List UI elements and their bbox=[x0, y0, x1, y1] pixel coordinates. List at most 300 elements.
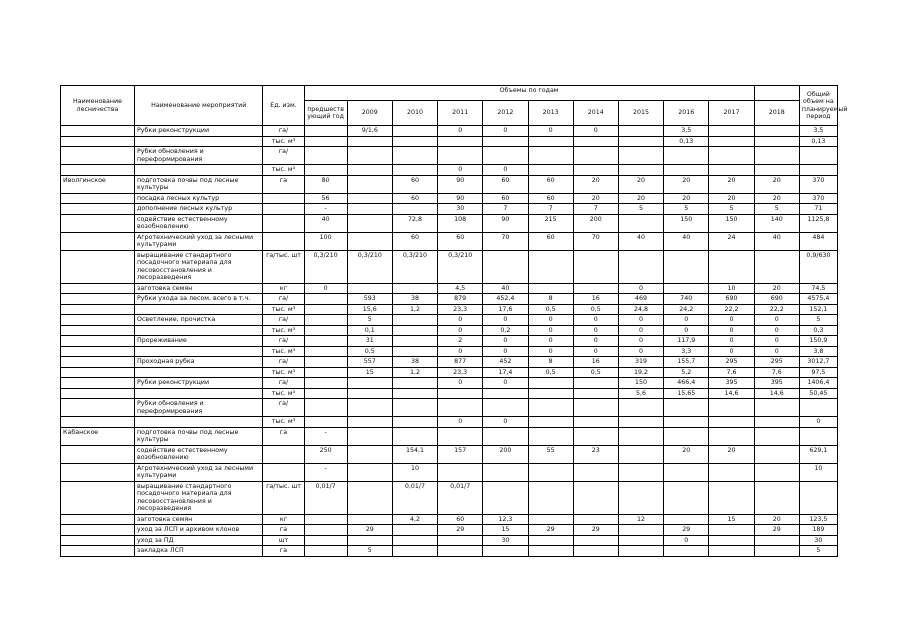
forestry-cell bbox=[61, 378, 135, 389]
value-cell: 70 bbox=[483, 232, 528, 250]
value-cell: 0 bbox=[483, 126, 528, 137]
unit-cell bbox=[263, 193, 304, 204]
value-cell: - bbox=[304, 463, 347, 481]
value-cell bbox=[754, 417, 799, 428]
value-cell bbox=[304, 388, 347, 399]
value-cell: 0,13 bbox=[664, 136, 709, 147]
value-cell bbox=[754, 445, 799, 463]
value-cell bbox=[709, 147, 754, 165]
table-body bbox=[61, 126, 838, 557]
forestry-cell bbox=[61, 294, 135, 305]
value-cell bbox=[754, 165, 799, 176]
activity-cell: Осветление, прочистка bbox=[134, 315, 262, 326]
total-cell: 370 bbox=[799, 175, 837, 193]
value-cell: 150 bbox=[618, 378, 663, 389]
value-cell: 0 bbox=[618, 283, 663, 294]
value-cell: 60 bbox=[392, 232, 437, 250]
value-cell bbox=[392, 427, 437, 445]
value-cell: 877 bbox=[438, 357, 483, 368]
value-cell bbox=[392, 417, 437, 428]
activity-cell: заготовка семян bbox=[134, 283, 262, 294]
value-cell: 29 bbox=[347, 525, 392, 536]
value-cell bbox=[528, 535, 573, 546]
total-cell: 1125,8 bbox=[799, 214, 837, 232]
activity-cell: Проходная рубка bbox=[134, 357, 262, 368]
value-cell bbox=[664, 514, 709, 525]
activity-cell bbox=[134, 388, 262, 399]
value-cell: 29 bbox=[528, 525, 573, 536]
value-cell: 2 bbox=[438, 336, 483, 347]
value-cell: 40 bbox=[754, 232, 799, 250]
value-cell bbox=[392, 336, 437, 347]
value-cell bbox=[709, 463, 754, 481]
value-cell bbox=[392, 546, 437, 557]
table-row bbox=[61, 165, 838, 176]
value-cell bbox=[754, 126, 799, 137]
value-cell: 60 bbox=[483, 175, 528, 193]
forestry-cell bbox=[61, 535, 135, 546]
value-cell: 452,4 bbox=[483, 294, 528, 305]
total-cell: 4575,4 bbox=[799, 294, 837, 305]
value-cell bbox=[664, 165, 709, 176]
table-row bbox=[61, 315, 838, 326]
header-forestry: Наименование лесничества bbox=[61, 86, 135, 126]
value-cell bbox=[347, 136, 392, 147]
value-cell: 879 bbox=[438, 294, 483, 305]
value-cell bbox=[304, 514, 347, 525]
value-cell: 0 bbox=[709, 346, 754, 357]
header-volumes-by-year: Объемы по годам bbox=[304, 86, 754, 101]
value-cell: 23,3 bbox=[438, 367, 483, 378]
activity-cell bbox=[134, 346, 262, 357]
value-cell bbox=[709, 427, 754, 445]
forestry-cell bbox=[61, 336, 135, 347]
value-cell bbox=[754, 147, 799, 165]
total-cell bbox=[799, 147, 837, 165]
value-cell: 690 bbox=[754, 294, 799, 305]
value-cell bbox=[618, 417, 663, 428]
value-cell: 24,8 bbox=[618, 304, 663, 315]
table-row bbox=[61, 204, 838, 215]
value-cell bbox=[347, 165, 392, 176]
value-cell: 90 bbox=[438, 193, 483, 204]
value-cell bbox=[304, 535, 347, 546]
value-cell bbox=[347, 214, 392, 232]
activity-cell: содействие естественному возобновлению bbox=[134, 445, 262, 463]
value-cell bbox=[618, 535, 663, 546]
value-cell: 70 bbox=[573, 232, 618, 250]
value-cell: 0 bbox=[528, 126, 573, 137]
table-row bbox=[61, 147, 838, 165]
value-cell bbox=[528, 165, 573, 176]
total-cell: 3012,7 bbox=[799, 357, 837, 368]
header-year: 2009 bbox=[347, 101, 392, 126]
value-cell: 20 bbox=[664, 193, 709, 204]
value-cell bbox=[438, 546, 483, 557]
total-cell bbox=[799, 427, 837, 445]
value-cell bbox=[528, 463, 573, 481]
value-cell: 0,3/210 bbox=[304, 250, 347, 283]
value-cell: 0 bbox=[664, 535, 709, 546]
value-cell: 14,6 bbox=[754, 388, 799, 399]
value-cell bbox=[438, 427, 483, 445]
value-cell: 0,3/210 bbox=[438, 250, 483, 283]
value-cell: 20 bbox=[573, 175, 618, 193]
value-cell bbox=[618, 165, 663, 176]
value-cell bbox=[347, 378, 392, 389]
value-cell: 29 bbox=[754, 525, 799, 536]
forestry-cell bbox=[61, 304, 135, 315]
value-cell: 0 bbox=[438, 165, 483, 176]
value-cell bbox=[304, 136, 347, 147]
header-total: Общий объем на планируемый период bbox=[799, 86, 837, 126]
activity-cell: выращивание стандартного посадочного материала для лесовосстановления и лесоразведения bbox=[134, 250, 262, 283]
value-cell bbox=[709, 399, 754, 417]
table-row bbox=[61, 357, 838, 368]
value-cell bbox=[528, 147, 573, 165]
value-cell bbox=[483, 399, 528, 417]
value-cell: 17,6 bbox=[483, 304, 528, 315]
value-cell: 20 bbox=[664, 445, 709, 463]
value-cell bbox=[483, 481, 528, 514]
table-row bbox=[61, 126, 838, 137]
value-cell: 0 bbox=[528, 336, 573, 347]
unit-cell: тыс. м³ bbox=[263, 367, 304, 378]
value-cell: 469 bbox=[618, 294, 663, 305]
value-cell bbox=[709, 535, 754, 546]
value-cell bbox=[754, 535, 799, 546]
value-cell: 0,01/7 bbox=[438, 481, 483, 514]
value-cell bbox=[573, 535, 618, 546]
value-cell bbox=[347, 283, 392, 294]
value-cell: 5 bbox=[618, 204, 663, 215]
value-cell bbox=[304, 336, 347, 347]
value-cell: 215 bbox=[528, 214, 573, 232]
table-row bbox=[61, 283, 838, 294]
value-cell: 15 bbox=[483, 525, 528, 536]
value-cell: 38 bbox=[392, 357, 437, 368]
header-year: 2017 bbox=[709, 101, 754, 126]
unit-cell: га/ bbox=[263, 126, 304, 137]
forestry-cell bbox=[61, 388, 135, 399]
unit-cell: кг bbox=[263, 514, 304, 525]
value-cell: 30 bbox=[483, 535, 528, 546]
value-cell: 295 bbox=[709, 357, 754, 368]
value-cell bbox=[754, 250, 799, 283]
value-cell: 690 bbox=[709, 294, 754, 305]
value-cell bbox=[438, 147, 483, 165]
value-cell: 395 bbox=[709, 378, 754, 389]
value-cell bbox=[664, 427, 709, 445]
total-cell: 3,5 bbox=[799, 126, 837, 137]
value-cell: 20 bbox=[709, 193, 754, 204]
activity-cell: Рубки реконструкции bbox=[134, 126, 262, 137]
value-cell bbox=[618, 525, 663, 536]
value-cell bbox=[304, 525, 347, 536]
value-cell: 5 bbox=[709, 204, 754, 215]
value-cell bbox=[438, 136, 483, 147]
total-cell: 152,1 bbox=[799, 304, 837, 315]
total-cell: 0,3 bbox=[799, 325, 837, 336]
value-cell: 0 bbox=[438, 126, 483, 137]
value-cell: 0 bbox=[573, 126, 618, 137]
unit-cell bbox=[263, 463, 304, 481]
forestry-cell bbox=[61, 193, 135, 204]
value-cell: 5 bbox=[347, 315, 392, 326]
value-cell: 7 bbox=[573, 204, 618, 215]
value-cell: 0,5 bbox=[347, 346, 392, 357]
unit-cell: га bbox=[263, 427, 304, 445]
value-cell bbox=[392, 346, 437, 357]
value-cell: 200 bbox=[483, 445, 528, 463]
value-cell: 0 bbox=[664, 315, 709, 326]
value-cell bbox=[483, 388, 528, 399]
value-cell: 150 bbox=[664, 214, 709, 232]
header-row-1 bbox=[61, 86, 838, 101]
value-cell: 150 bbox=[709, 214, 754, 232]
forestry-cell bbox=[61, 214, 135, 232]
value-cell: 3,3 bbox=[664, 346, 709, 357]
activity-cell bbox=[134, 417, 262, 428]
value-cell bbox=[392, 204, 437, 215]
value-cell bbox=[392, 399, 437, 417]
value-cell bbox=[618, 136, 663, 147]
value-cell bbox=[573, 250, 618, 283]
table-row bbox=[61, 304, 838, 315]
value-cell bbox=[664, 250, 709, 283]
value-cell: 10 bbox=[709, 283, 754, 294]
unit-cell: га bbox=[263, 175, 304, 193]
value-cell: 22,2 bbox=[754, 304, 799, 315]
total-cell: 484 bbox=[799, 232, 837, 250]
value-cell bbox=[709, 126, 754, 137]
activity-cell: заготовка семян bbox=[134, 514, 262, 525]
value-cell bbox=[438, 399, 483, 417]
value-cell bbox=[304, 325, 347, 336]
unit-cell bbox=[263, 204, 304, 215]
value-cell bbox=[347, 417, 392, 428]
value-cell: 14,6 bbox=[709, 388, 754, 399]
header-empty bbox=[754, 86, 799, 101]
total-cell: 5 bbox=[799, 546, 837, 557]
header-year: 2014 bbox=[573, 101, 618, 126]
value-cell: 22,2 bbox=[709, 304, 754, 315]
value-cell: 395 bbox=[754, 378, 799, 389]
value-cell: 0 bbox=[618, 346, 663, 357]
value-cell: 1,2 bbox=[392, 304, 437, 315]
forestry-cell: Иволгинское bbox=[61, 175, 135, 193]
value-cell: 20 bbox=[709, 175, 754, 193]
total-cell: 1406,4 bbox=[799, 378, 837, 389]
value-cell: 55 bbox=[528, 445, 573, 463]
value-cell: 4,5 bbox=[438, 283, 483, 294]
value-cell: 7 bbox=[528, 204, 573, 215]
forestry-cell bbox=[61, 346, 135, 357]
unit-cell: га bbox=[263, 546, 304, 557]
value-cell bbox=[709, 417, 754, 428]
value-cell: 38 bbox=[392, 294, 437, 305]
value-cell bbox=[347, 427, 392, 445]
value-cell: 60 bbox=[392, 175, 437, 193]
value-cell: 12,3 bbox=[483, 514, 528, 525]
table-row bbox=[61, 136, 838, 147]
total-cell: 370 bbox=[799, 193, 837, 204]
value-cell: 23 bbox=[573, 445, 618, 463]
unit-cell: га/ bbox=[263, 147, 304, 165]
value-cell: 0 bbox=[438, 325, 483, 336]
value-cell bbox=[573, 546, 618, 557]
table-row bbox=[61, 514, 838, 525]
value-cell bbox=[664, 546, 709, 557]
table-row bbox=[61, 367, 838, 378]
forestry-cell bbox=[61, 232, 135, 250]
total-cell: 150,9 bbox=[799, 336, 837, 347]
value-cell: 157 bbox=[438, 445, 483, 463]
value-cell bbox=[347, 535, 392, 546]
forestry-cell: Кабанское bbox=[61, 427, 135, 445]
forestry-cell bbox=[61, 546, 135, 557]
value-cell bbox=[392, 283, 437, 294]
value-cell: 60 bbox=[528, 232, 573, 250]
header-previous-year: предшеств ующий год bbox=[304, 101, 347, 126]
value-cell: 60 bbox=[528, 193, 573, 204]
value-cell: 0 bbox=[483, 336, 528, 347]
activity-cell bbox=[134, 165, 262, 176]
value-cell: 24,2 bbox=[664, 304, 709, 315]
value-cell bbox=[618, 481, 663, 514]
value-cell: 0,3/210 bbox=[347, 250, 392, 283]
activity-cell: дополнение лесных культур bbox=[134, 204, 262, 215]
total-cell bbox=[799, 399, 837, 417]
value-cell: 5 bbox=[754, 204, 799, 215]
header-year: 2015 bbox=[618, 101, 663, 126]
value-cell: 12 bbox=[618, 514, 663, 525]
value-cell bbox=[664, 399, 709, 417]
total-cell: 123,5 bbox=[799, 514, 837, 525]
value-cell bbox=[347, 175, 392, 193]
value-cell bbox=[754, 427, 799, 445]
value-cell: 60 bbox=[438, 514, 483, 525]
forestry-cell bbox=[61, 357, 135, 368]
value-cell: 30 bbox=[438, 204, 483, 215]
total-cell: 0,13 bbox=[799, 136, 837, 147]
unit-cell: тыс. м³ bbox=[263, 165, 304, 176]
value-cell: 1,2 bbox=[392, 367, 437, 378]
value-cell: 319 bbox=[618, 357, 663, 368]
value-cell: - bbox=[304, 204, 347, 215]
value-cell: 60 bbox=[483, 193, 528, 204]
total-cell: 5 bbox=[799, 315, 837, 326]
value-cell: 16 bbox=[573, 294, 618, 305]
value-cell: 16 bbox=[573, 357, 618, 368]
value-cell bbox=[573, 427, 618, 445]
value-cell bbox=[438, 535, 483, 546]
unit-cell: тыс. м³ bbox=[263, 417, 304, 428]
value-cell bbox=[438, 463, 483, 481]
header-unit: Ед. изм. bbox=[263, 86, 304, 126]
table-row bbox=[61, 214, 838, 232]
value-cell: 20 bbox=[754, 193, 799, 204]
value-cell: 40 bbox=[483, 283, 528, 294]
value-cell bbox=[754, 463, 799, 481]
value-cell bbox=[573, 388, 618, 399]
forestry-cell bbox=[61, 147, 135, 165]
value-cell: 154,1 bbox=[392, 445, 437, 463]
value-cell: 15,6 bbox=[347, 304, 392, 315]
forestry-cell bbox=[61, 126, 135, 137]
value-cell bbox=[618, 399, 663, 417]
value-cell: 466,4 bbox=[664, 378, 709, 389]
value-cell: 0 bbox=[754, 325, 799, 336]
value-cell: 20 bbox=[573, 193, 618, 204]
forestry-cell bbox=[61, 204, 135, 215]
value-cell: 452 bbox=[483, 357, 528, 368]
value-cell bbox=[392, 136, 437, 147]
value-cell bbox=[347, 193, 392, 204]
value-cell: 0 bbox=[304, 283, 347, 294]
value-cell bbox=[618, 427, 663, 445]
value-cell bbox=[573, 378, 618, 389]
value-cell: 5 bbox=[664, 204, 709, 215]
value-cell bbox=[438, 388, 483, 399]
value-cell: 20 bbox=[618, 175, 663, 193]
value-cell: 23,3 bbox=[438, 304, 483, 315]
value-cell: 0 bbox=[754, 336, 799, 347]
table-row bbox=[61, 463, 838, 481]
value-cell: 0 bbox=[438, 378, 483, 389]
value-cell bbox=[304, 315, 347, 326]
value-cell: 0 bbox=[664, 325, 709, 336]
value-cell: 0 bbox=[618, 325, 663, 336]
value-cell: 593 bbox=[347, 294, 392, 305]
value-cell: 29 bbox=[438, 525, 483, 536]
value-cell bbox=[528, 136, 573, 147]
value-cell bbox=[618, 214, 663, 232]
total-cell: 30 bbox=[799, 535, 837, 546]
value-cell bbox=[347, 481, 392, 514]
value-cell bbox=[347, 388, 392, 399]
total-cell: 74,5 bbox=[799, 283, 837, 294]
activity-cell: выращивание стандартного посадочного материала для лесовосстановления и лесоразведения bbox=[134, 481, 262, 514]
value-cell: 0 bbox=[528, 325, 573, 336]
unit-cell bbox=[263, 232, 304, 250]
unit-cell: шт bbox=[263, 535, 304, 546]
total-cell: 629,1 bbox=[799, 445, 837, 463]
value-cell: 17,4 bbox=[483, 367, 528, 378]
forestry-cell bbox=[61, 315, 135, 326]
value-cell: 740 bbox=[664, 294, 709, 305]
value-cell: 19,2 bbox=[618, 367, 663, 378]
value-cell: 0 bbox=[573, 336, 618, 347]
value-cell bbox=[392, 535, 437, 546]
value-cell bbox=[483, 427, 528, 445]
value-cell bbox=[573, 165, 618, 176]
value-cell: 200 bbox=[573, 214, 618, 232]
value-cell bbox=[528, 399, 573, 417]
forestry-cell bbox=[61, 325, 135, 336]
value-cell: 0 bbox=[528, 346, 573, 357]
value-cell: 0 bbox=[573, 346, 618, 357]
value-cell: 60 bbox=[528, 175, 573, 193]
table-row bbox=[61, 336, 838, 347]
activity-cell: Рубки обновления и переформирования bbox=[134, 147, 262, 165]
value-cell: 5,6 bbox=[618, 388, 663, 399]
table-row bbox=[61, 294, 838, 305]
activity-cell: Прореживание bbox=[134, 336, 262, 347]
value-cell bbox=[304, 417, 347, 428]
value-cell bbox=[709, 525, 754, 536]
value-cell: 155,7 bbox=[664, 357, 709, 368]
